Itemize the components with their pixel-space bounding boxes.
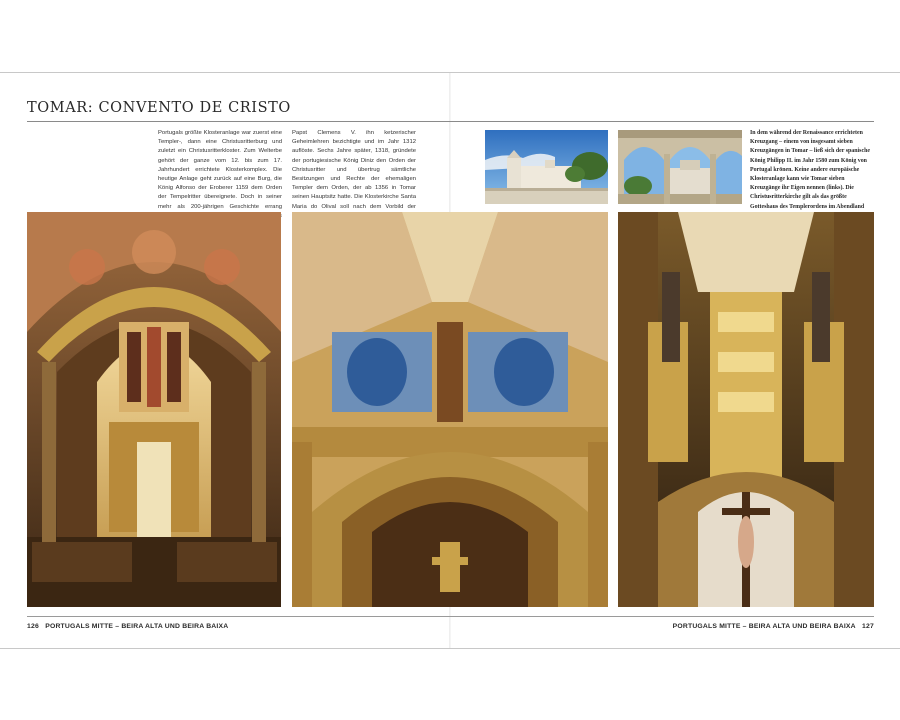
photo-charola-altar: [618, 212, 874, 607]
body-text-column-1: [158, 129, 282, 221]
footer-divider-left: [27, 616, 454, 617]
book-spread: [0, 72, 900, 649]
photo-renaissance-cloister: [618, 130, 742, 204]
body-text: Papst Clemens V. ihn ketzerischer Geheimlehren bezichtigte und im Jahr 1312 auflöste. Sechs Jahre später, 1318, gründete der portugiesische König Diniz den Orden der Christusritter und übertrug sämtliche Besitzungen und Rechte der ehemaligen Templer dem Orden, der ab 1356 in Tomar seinen Hauptsitz hatte. Die Klosterkirche Santa Maria do Olival soll nach dem Vorbild der: [292, 130, 416, 210]
photo-convent-exterior: [485, 130, 608, 204]
body-text: Portugals größte Klosteranlage war zuerst eine Templer-, dann eine Christusritterburg und zuletzt ein Christusritterkloster. Zum Welterbe gehört der ganze vom 12. bis zum 17. Jahrhundert errichtete Klosterkomplex. Die heutige Anlage geht zurück auf eine Burg, die König Alfonso der Eroberer 1159 dem Orden der Tempelritter übereignete. Doch in seiner mehr als 200-jährigen Geschichte errang: [158, 130, 282, 210]
page-title: TOMAR: CONVENTO DE CRISTO: [27, 100, 291, 116]
running-head-left: PORTUGALS MITTE – BEIRA ALTA UND BEIRA BAIXA: [45, 623, 229, 630]
footer-left: [27, 623, 228, 630]
page-number-right: 127: [862, 623, 874, 630]
footer-divider-right: [451, 616, 874, 617]
caption-text: In dem während der Renaissance errichteten Kreuzgang – einem von insgesamt sieben Kreuzgängen in Tomar – ließ sich der spanische König Philipp II. im Jahr 1580 zum König von Portugal krönen. Keine andere europäische Klosteranlage kann wie Tomar sieben Kreuzgänge ihr Eigen nennen (links). Die Christusritterkirche gilt als das größte Gotteshaus des Templerordens im Abendland: [750, 130, 870, 210]
running-head-right: PORTUGALS MITTE – BEIRA ALTA UND BEIRA BAIXA: [672, 623, 856, 630]
photo-rotunda-detail: [292, 212, 608, 607]
photo-church-nave: [27, 212, 281, 607]
page-number-left: 126: [27, 623, 39, 630]
footer-right: [673, 623, 874, 630]
photo-caption: [750, 129, 874, 221]
title-divider: [27, 121, 874, 122]
